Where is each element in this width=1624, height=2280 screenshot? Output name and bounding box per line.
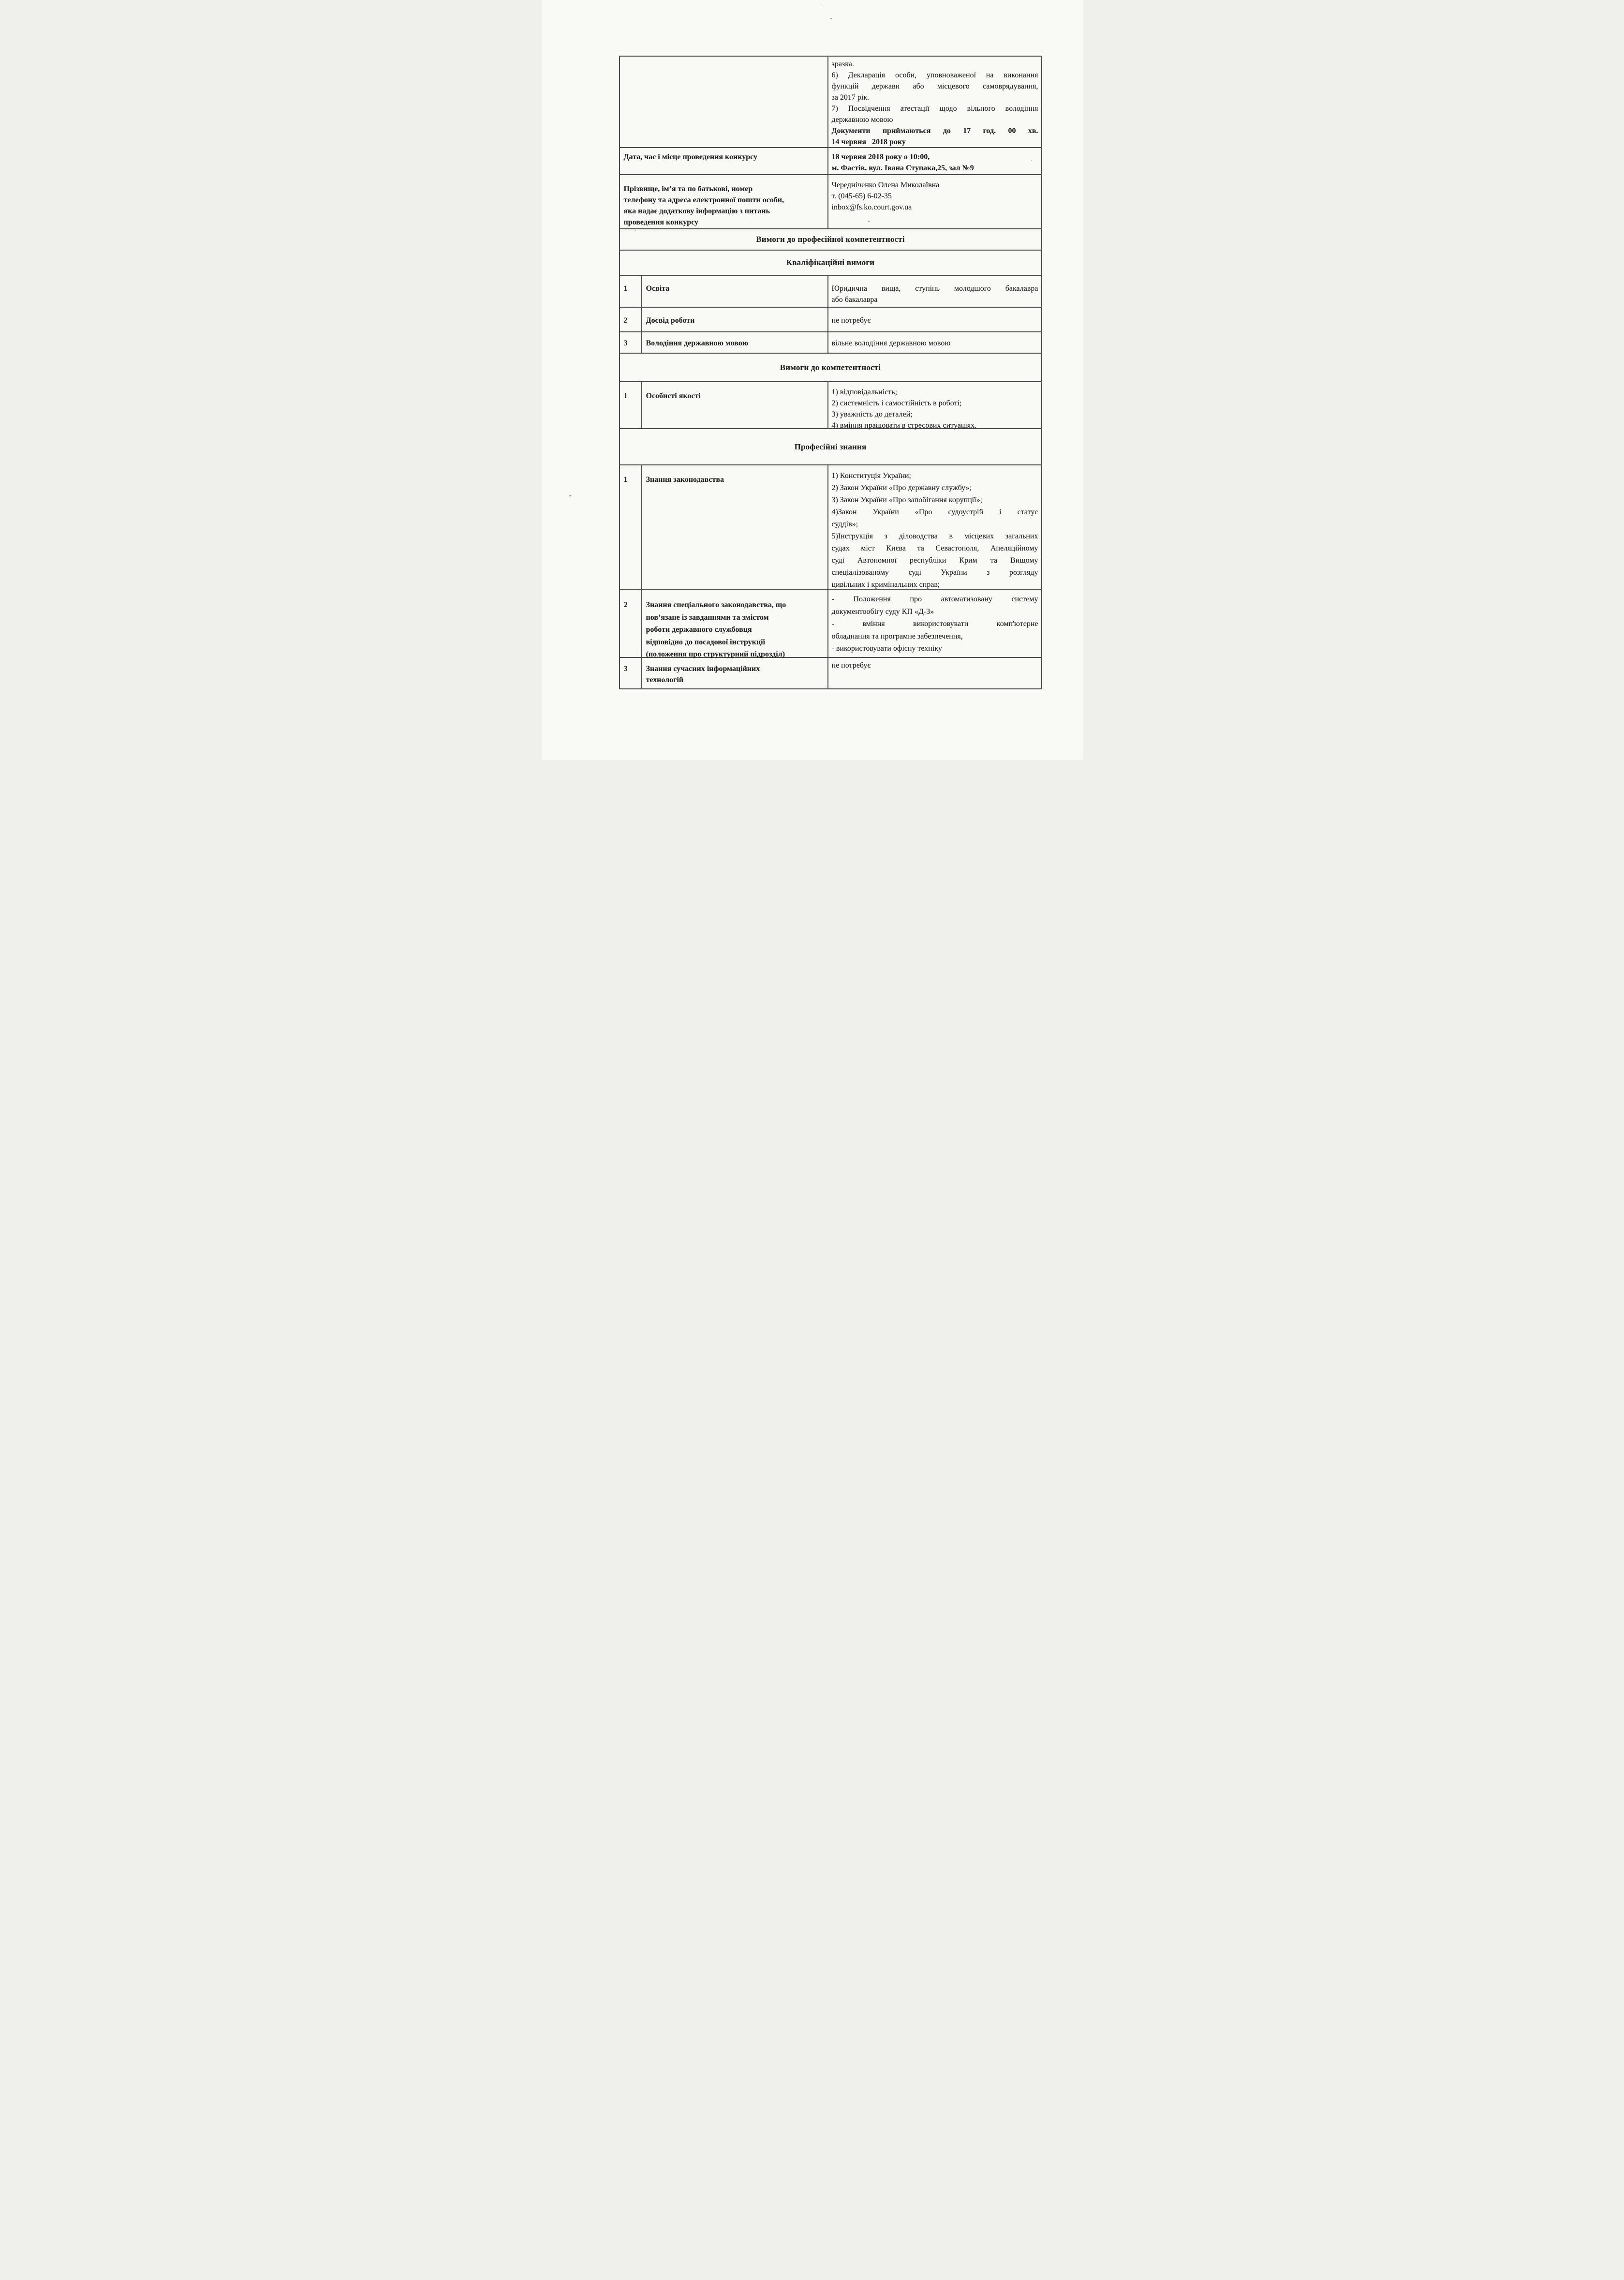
text-line: 3) уважність до деталей; <box>831 410 913 418</box>
section-header-professional-knowledge <box>620 428 1041 464</box>
contact-email: inbox@fs.ko.court.gov.ua <box>831 203 912 211</box>
education-label-cell <box>642 276 828 307</box>
row-label: телефону та адреса електронної пошти особи, <box>623 196 784 204</box>
documents-label-cell-empty <box>620 57 828 147</box>
contact-value-cell <box>828 175 1041 228</box>
text-line: 5)Інструкція з діловодства в місцевих загальних <box>831 532 1038 540</box>
date-label-cell <box>620 148 828 174</box>
date-value-cell <box>828 148 1041 174</box>
row-label: яка надає додаткову інформацію з питань <box>623 207 770 215</box>
table-row-contact-person <box>620 174 1041 228</box>
row-label: Знання спеціального законодавства, що <box>646 601 786 609</box>
row-label: технологій <box>646 676 684 684</box>
text-line: 2) Закон України «Про державну службу»; <box>831 484 972 492</box>
text-line: функцій держави або місцевого самоврядування, <box>831 82 1038 90</box>
row-label: Знання законодавства <box>646 476 724 484</box>
text-line: м. Фастів, вул. Івана Ступака,25, зал №9 <box>831 164 974 172</box>
section-title: Кваліфікаційні вимоги <box>786 258 875 267</box>
text-line: 3) Закон України «Про запобігання корупції»; <box>831 496 983 504</box>
text-line: - Положення про автоматизовану систему <box>831 595 1038 603</box>
documents-value-cell <box>828 57 1041 147</box>
row-label: Володіння державною мовою <box>646 339 748 347</box>
section-header-qualification-requirements <box>620 250 1041 275</box>
row-label: Прізвище, ім’я та по батькові, номер <box>623 185 753 193</box>
scan-speck: « <box>568 492 572 498</box>
table-row-education <box>620 275 1041 307</box>
table-row-it-knowledge <box>620 657 1041 688</box>
contact-phone: т. (045-65) 6-02-35 <box>831 192 892 200</box>
row-label: проведення конкурсу <box>623 218 699 226</box>
row-number: 2 <box>623 601 628 609</box>
table-row-special-legislation <box>620 589 1041 657</box>
row-number-cell <box>620 308 642 331</box>
contact-name: Чередніченко Олена Миколаївна <box>831 181 940 189</box>
row-label: Знання сучасних інформаційних <box>646 665 760 673</box>
row-number: 1 <box>623 476 628 484</box>
text-line: 1) відповідальність; <box>831 388 898 396</box>
text-line: 1) Конституція України; <box>831 472 911 480</box>
scan-speck: ’ <box>1030 159 1033 164</box>
row-number-cell <box>620 658 642 688</box>
row-label: Досвід роботи <box>646 316 695 325</box>
special-value-cell <box>828 590 1041 657</box>
section-header-competency-requirements <box>620 353 1041 381</box>
table-row-work-experience <box>620 307 1041 331</box>
text-line: 6) Декларація особи, уповноваженої на виконання <box>831 71 1038 79</box>
row-number-cell <box>620 590 642 657</box>
table-row-state-language <box>620 331 1041 353</box>
section-title: Вимоги до компетентності <box>780 362 881 372</box>
section-title: Вимоги до професійної компетентності <box>756 235 905 244</box>
text-line: спеціалізованому суді України з розгляду <box>831 568 1038 577</box>
row-label: роботи державного службовця <box>646 626 752 634</box>
contact-label-cell <box>620 175 828 228</box>
row-label: Дата, час і місце проведення конкурсу <box>623 153 758 161</box>
education-value-cell <box>828 276 1041 307</box>
text-line: 4)Закон України «Про судоустрій і статус <box>831 508 1038 516</box>
row-number: 1 <box>623 392 628 400</box>
row-label: Освіта <box>646 284 670 293</box>
row-label: пов’язане із завданнями та змістом <box>646 613 769 622</box>
scanned-document-page <box>542 0 1083 760</box>
text-line: судах міст Києва та Севастополя, Апеляційному <box>831 544 1038 552</box>
scan-speck <box>830 18 832 19</box>
text-line: 18 червня 2018 року о 10:00, <box>831 153 930 161</box>
row-number-cell <box>620 382 642 428</box>
language-label-cell <box>642 332 828 353</box>
section-title: Професійні знання <box>794 442 867 451</box>
text-line: цивільних і кримінальних справ; <box>831 581 940 589</box>
section-header-professional-competence <box>620 228 1041 250</box>
text-line: вільне володіння державною мовою <box>831 339 951 347</box>
scan-speck: ’ <box>820 3 822 10</box>
text-line: суддів»; <box>831 520 858 528</box>
legislation-value-cell <box>828 465 1041 589</box>
text-line: зразка. <box>831 60 854 68</box>
text-line: суді Автономної республіки Крим та Вищому <box>831 556 1038 565</box>
text-line: - використовувати офісну техніку <box>831 644 942 653</box>
row-number: 1 <box>623 284 628 293</box>
row-number-cell <box>620 332 642 353</box>
row-number: 2 <box>623 316 628 325</box>
text-line: за 2017 рік. <box>831 93 870 102</box>
text-line: або бакалавра <box>831 296 878 304</box>
row-label: відповідно до посадової інструкції <box>646 638 766 646</box>
vacancy-requirements-table <box>619 56 1042 689</box>
personal-value-cell <box>828 382 1041 428</box>
row-number: 3 <box>623 665 628 673</box>
row-number: 3 <box>623 339 628 347</box>
scan-speck: ’ <box>634 229 636 235</box>
text-line: Юридична вища, ступінь молодшого бакалавра <box>831 284 1038 293</box>
deadline-line: 14 червня 2018 року <box>831 138 906 146</box>
text-line: не потребує <box>831 316 871 325</box>
experience-label-cell <box>642 308 828 331</box>
row-number-cell <box>620 276 642 307</box>
text-line: державною мовою <box>831 116 893 124</box>
experience-value-cell <box>828 308 1041 331</box>
table-row-legislation-knowledge <box>620 464 1041 589</box>
row-label: Особисті якості <box>646 392 701 400</box>
table-row-personal-qualities <box>620 381 1041 428</box>
text-line: 4) вміння працювати в стресових ситуаціях. <box>831 421 977 430</box>
table-row-competition-date <box>620 147 1041 174</box>
text-line: не потребує <box>831 661 871 670</box>
text-line: 2) системність і самостійність в роботі; <box>831 399 962 407</box>
row-number-cell <box>620 465 642 589</box>
legislation-label-cell <box>642 465 828 589</box>
text-line: - вміння використовувати комп'ютерне <box>831 620 1038 628</box>
language-value-cell <box>828 332 1041 353</box>
it-label-cell <box>642 658 828 688</box>
text-line: 7) Посвідчення атестації щодо вільного володіння <box>831 104 1038 113</box>
table-row-documents <box>620 57 1041 147</box>
special-label-cell <box>642 590 828 657</box>
text-line: обладнання та програмне забезпечення, <box>831 632 963 641</box>
text-line: документообігу суду КП «Д-3» <box>831 607 934 616</box>
personal-label-cell <box>642 382 828 428</box>
it-value-cell <box>828 658 1041 688</box>
row-label: (положення про структурний підрозділ) <box>646 650 785 658</box>
deadline-line: Документи приймаються до 17 год. 00 хв. <box>831 127 1038 135</box>
